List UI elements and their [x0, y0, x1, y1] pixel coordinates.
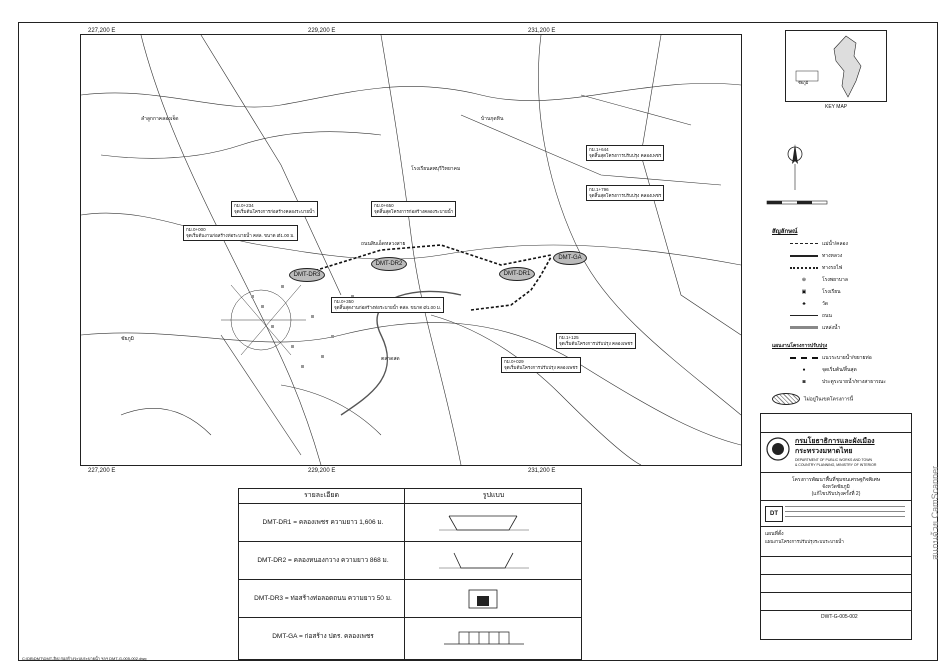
key-map-caption: KEY MAP: [825, 104, 848, 110]
project-line-1: โครงการพัฒนาพื้นที่ชุมชนเศรษฐกิจพิเศษ: [791, 477, 881, 483]
key-map: [785, 30, 887, 102]
legend-item: ● จุดเริ่มต้น/สิ้นสุด: [802, 367, 857, 373]
project-marker-dr3[interactable]: DMT-DR3: [289, 268, 325, 282]
title-block: [760, 413, 912, 640]
key-map-outline: [786, 31, 886, 101]
coord-top-1: 227,200 E: [88, 28, 116, 34]
section-sketch: [429, 626, 539, 648]
place-label: บ้านกุดหิน: [481, 116, 504, 122]
scanner-watermark: สแกนด้วย CamScanner: [930, 465, 940, 560]
place-label: ลำลูกกาคลองเจ็ด: [141, 116, 179, 122]
coord-bottom-3: 231,200 E: [528, 468, 556, 474]
scale-bar: [765, 198, 835, 210]
sheet-title: แผนที่ตั้ง: [765, 531, 784, 537]
place-label: โรงเรียนลพบุรีวิทยาคม: [411, 166, 461, 172]
legend-item: ทางหลวง: [790, 252, 842, 260]
callout: กม.0+350 จุดสิ้นสุดงานก่อสร้างท่อระบายน้ำ คสล. ขนาด Ø1.00 ม.: [331, 297, 444, 313]
legend-item: ทางรถไฟ: [790, 264, 842, 272]
project-marker-dr1[interactable]: DMT-DR1: [499, 267, 535, 281]
map-lines: [81, 35, 741, 465]
legend-item: ⊕ โรงพยาบาล: [801, 277, 848, 283]
place-label: ตลาดสด: [381, 356, 400, 362]
callout: กม.1+796 จุดสิ้นสุดโครงการปรับปรุง คลองเพชร: [586, 185, 664, 201]
dept-en-2: & COUNTRY PLANNING, MINISTRY OF INTERIOR: [795, 463, 877, 467]
table-header-desc: รายละเอียด: [303, 492, 340, 499]
table-row: DMT-DR1 = คลองเพชร ความยาว 1,606 ม.: [239, 503, 581, 542]
north-arrow-icon: [785, 142, 805, 192]
callout: กม.0+000 จุดเริ่มต้นงานก่อสร้างท่อระบายน้ำ คสล. ขนาด Ø1.00 ม.: [183, 225, 298, 241]
legend-item: ▣ โรงเรียน: [801, 289, 841, 295]
key-map-region: ชัยภูมิ: [798, 80, 809, 85]
legend-title: สัญลักษณ์: [772, 229, 798, 235]
dept-th-2: กระทรวงมหาดไทย: [795, 448, 853, 455]
coord-top-3: 231,200 E: [528, 28, 556, 34]
place-label: ชัยภูมิ: [121, 336, 134, 342]
department-seal-icon: [765, 436, 791, 462]
legend-project-title: แผนงานโครงการปรับปรุง: [772, 343, 828, 349]
legend-item: แม่น้ำ/คลอง: [790, 240, 848, 248]
dept-en-1: DEPARTMENT OF PUBLIC WORKS AND TOWN: [795, 458, 873, 462]
table-row: DMT-DR2 = คลองหนองกวาง ความยาว 868 ม.: [239, 541, 581, 580]
callout: กม.0+234 จุดเริ่มต้นโครงการก่อสร้างคลองระบายน้ำ: [231, 201, 318, 217]
coord-bottom-2: 229,200 E: [308, 468, 336, 474]
table-row: DMT-DR3 = ท่อสร้างท่อลอดถนน ความยาว 50 ม.: [239, 579, 581, 618]
coord-top-2: 229,200 E: [308, 28, 336, 34]
callout: กม.1+644 จุดสิ้นสุดโครงการปรับปรุง คลองเพชร: [586, 145, 664, 161]
map-frame[interactable]: [80, 34, 742, 466]
callout: กม.0+650 จุดสิ้นสุดโครงการก่อสร้างคลองระบายน้ำ: [371, 201, 456, 217]
project-marker-dr2[interactable]: DMT-DR2: [371, 257, 407, 271]
callout: กม.1+125 จุดเริ่มต้นโครงการปรับปรุง คลองเพชร: [556, 333, 636, 349]
file-path-footer: C:\DB\DMT\DMT-ฮิ\ป ก่อสร้างระบบระบายน้ำ ฯลฯ DMT-G-005-002.dwg: [22, 656, 147, 661]
consultant-logo: DT: [765, 506, 783, 522]
coord-bottom-1: 227,200 E: [88, 468, 116, 474]
section-sketch: [429, 512, 539, 534]
dept-th-1: กรมโยธาธิการและผังเมือง: [795, 438, 875, 445]
legend-item: ♣ วัด: [802, 301, 829, 307]
legend-item: ◙ ประตูระบายน้ำ/ทางสาธารณะ: [802, 379, 886, 385]
detail-table: [238, 488, 582, 660]
project-line-2: จังหวัดชัยภูมิ: [822, 484, 850, 490]
legend-boundary: ไม่อยู่ในเขตโครงการนี้: [772, 393, 853, 405]
legend-item: แนวระบายน้ำ/ขยายท่อ: [790, 354, 872, 362]
callout: กม.0+029 จุดเริ่มต้นโครงการปรับปรุง คลองเพชร: [501, 357, 581, 373]
table-row: DMT-GA = ก่อสร้าง ปตร. คลองเพชร: [239, 617, 581, 656]
drawing-number: DWT-G-005-002: [821, 614, 858, 620]
section-sketch: [429, 550, 539, 572]
legend-item: ถนน: [790, 312, 832, 320]
sheet-subtitle: แผนงานโครงการปรับปรุงระบบระบายน้ำ: [765, 539, 844, 544]
table-header-img: รูปแบบ: [404, 489, 582, 503]
place-label: ถนนสิบเอ็ดหลวงสาย: [361, 241, 406, 247]
section-sketch: [429, 588, 539, 610]
legend-item: แหล่งน้ำ: [790, 324, 840, 332]
project-line-3: (แก้ไขปรับปรุงครั้งที่ 2): [811, 491, 861, 497]
project-marker-ga[interactable]: DMT-GA: [553, 251, 587, 265]
